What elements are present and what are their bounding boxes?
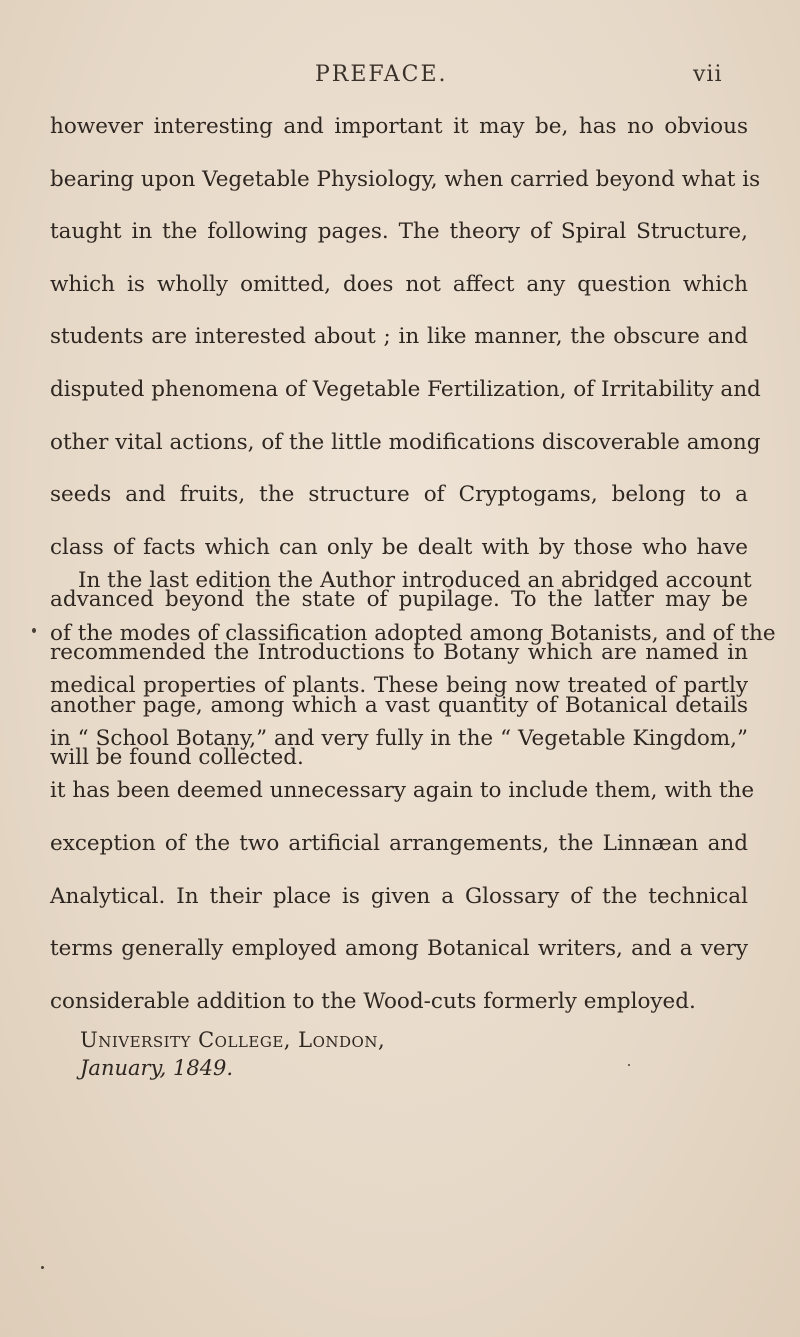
text-line: considerable addition to the Wood-cuts formerly employed. — [50, 988, 696, 1014]
page-number: vii — [693, 62, 723, 87]
text-line: taught in the following pages. The theory of Spiral Structure, — [50, 219, 748, 245]
text-line: of the modes of classification adopted among Botanists, and of the — [50, 620, 776, 646]
running-title: PREFACE. — [315, 62, 448, 87]
text-line: disputed phenomena of Vegetable Fertilization, of Irritability and — [50, 376, 761, 402]
text-line: another page, among which a vast quantity of Botanical details — [50, 692, 748, 718]
running-head — [0, 60, 800, 94]
paragraph-last-edition — [50, 555, 776, 1028]
text-line: other vital actions, of the little modifications discoverable among — [50, 429, 761, 455]
text-line: students are interested about ; in like manner, the obscure and — [50, 324, 748, 350]
paper-speck — [628, 1064, 630, 1066]
text-line: it has been deemed unnecessary again to include them, with the — [50, 778, 755, 804]
text-line: In the last edition the Author introduced an abridged account — [78, 568, 752, 593]
signature-place: University College, London, — [80, 1028, 386, 1052]
paper-speck — [41, 1266, 44, 1269]
text-line: advanced beyond the state of pupilage. To the latter may be — [50, 587, 748, 613]
text-line: terms generally employed among Botanical writers, and a very — [50, 936, 748, 962]
text-line: medical properties of plants. These being now treated of partly — [50, 673, 748, 699]
signature-block — [80, 1026, 580, 1082]
text-line: recommended the Introductions to Botany which are named in — [50, 639, 748, 665]
text-line: seeds and fruits, the structure of Cryptogams, belong to a — [50, 482, 748, 508]
text-line: which is wholly omitted, does not affect any question which — [50, 271, 748, 297]
text-line: exception of the two artificial arrangements, the Linnæan and — [50, 830, 748, 856]
text-line: bearing upon Vegetable Physiology, when carried beyond what is — [50, 166, 761, 192]
text-line: class of facts which can only be dealt with by those who have — [50, 534, 748, 560]
paper-speck — [32, 628, 36, 633]
text-line: Analytical. In their place is given a Glossary of the technical — [50, 883, 748, 909]
text-line: however interesting and important it may be, has no obvious — [50, 114, 748, 139]
text-line: in “ School Botany,” and very fully in the “ Vegetable Kingdom,” — [50, 725, 748, 751]
text-line: will be found collected. — [50, 745, 304, 771]
signature-date: January, 1849. — [80, 1056, 234, 1080]
